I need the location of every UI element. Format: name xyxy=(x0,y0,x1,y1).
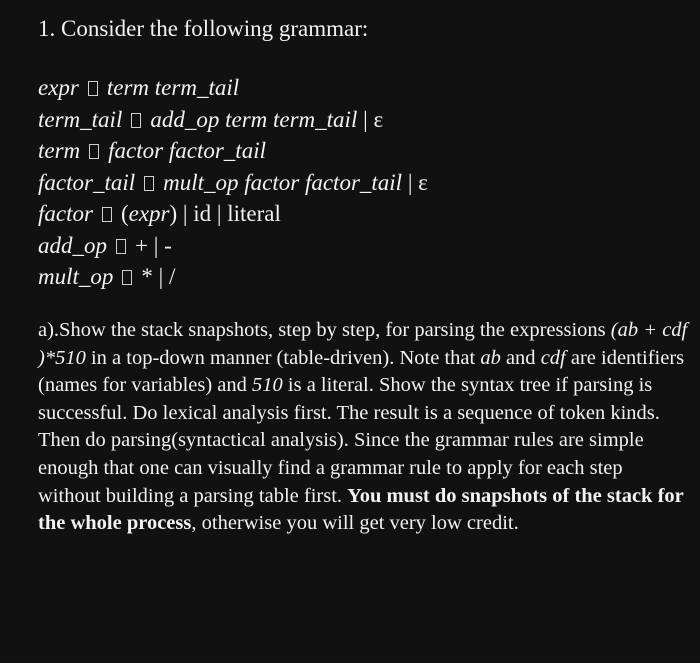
grammar-rule xyxy=(38,230,428,262)
rule-rhs-part: expr xyxy=(128,201,170,226)
rule-lhs: factor xyxy=(38,201,93,226)
rule-lhs: term_tail xyxy=(38,106,123,132)
grammar-rule xyxy=(38,72,428,104)
rule-lhs: expr xyxy=(38,75,79,100)
missing-glyph-box-icon xyxy=(89,144,99,159)
rule-rhs-part: factor factor_tail xyxy=(108,138,266,163)
question-text: is a literal. Show the syntax tree if parsing is successful. Do lexical analysis first. The result is a sequence of token kinds. Then do parsing(syntactical analysis). Since the grammar rules are simple enough that one can visually find a grammar rule to apply for each step without building a parsing table first. xyxy=(38,374,660,507)
question-text: and xyxy=(500,346,541,369)
grammar-rule xyxy=(38,198,428,230)
rule-rhs-part: ( xyxy=(120,201,129,226)
problem-heading: 1. Consider the following grammar: xyxy=(38,16,369,41)
grammar-rule xyxy=(38,104,428,136)
emphasis-requirement: You must do snapshots of the stack for the whole process xyxy=(38,484,684,535)
grammar-rule xyxy=(38,261,428,293)
rule-lhs: add_op xyxy=(38,232,107,258)
missing-glyph-box-icon xyxy=(88,81,98,96)
rule-rhs-part: | ε xyxy=(402,169,428,195)
literal-510: 510 xyxy=(252,374,283,397)
rule-rhs-part: term term_tail xyxy=(106,75,240,100)
grammar-rules xyxy=(38,72,428,293)
question-text: in a top-down manner (table-driven). Note that xyxy=(85,346,481,369)
identifier-cdf: cdf xyxy=(540,346,566,369)
question-a xyxy=(38,317,688,538)
missing-glyph-box-icon xyxy=(122,270,132,285)
grammar-rule xyxy=(38,167,428,199)
missing-glyph-box-icon xyxy=(102,207,112,222)
missing-glyph-box-icon xyxy=(116,239,126,254)
missing-glyph-box-icon xyxy=(144,176,154,191)
rule-rhs-part: add_op term term_tail xyxy=(150,106,358,132)
rule-lhs: term xyxy=(38,138,81,163)
grammar-rule xyxy=(38,135,428,167)
question-text: are identifiers (names for variables) and xyxy=(38,346,685,397)
rule-rhs-part: | ε xyxy=(357,106,384,132)
rule-lhs: factor_tail xyxy=(38,169,136,195)
rule-rhs-part: ) | id | literal xyxy=(169,201,281,226)
identifier-ab: ab xyxy=(480,346,501,369)
example-expression: (ab + cdf )*510 xyxy=(38,319,688,369)
missing-glyph-box-icon xyxy=(131,113,141,128)
question-text: , otherwise you will get very low credit. xyxy=(191,512,519,535)
rule-rhs-part: mult_op factor factor_tail xyxy=(163,169,403,195)
rule-rhs-part: + | - xyxy=(135,232,172,258)
rule-lhs: mult_op xyxy=(38,264,114,289)
question-paragraph xyxy=(38,317,688,538)
rule-rhs-part: * | / xyxy=(141,264,176,289)
question-text: a).Show the stack snapshots, step by step, for parsing the expressions xyxy=(38,319,611,341)
